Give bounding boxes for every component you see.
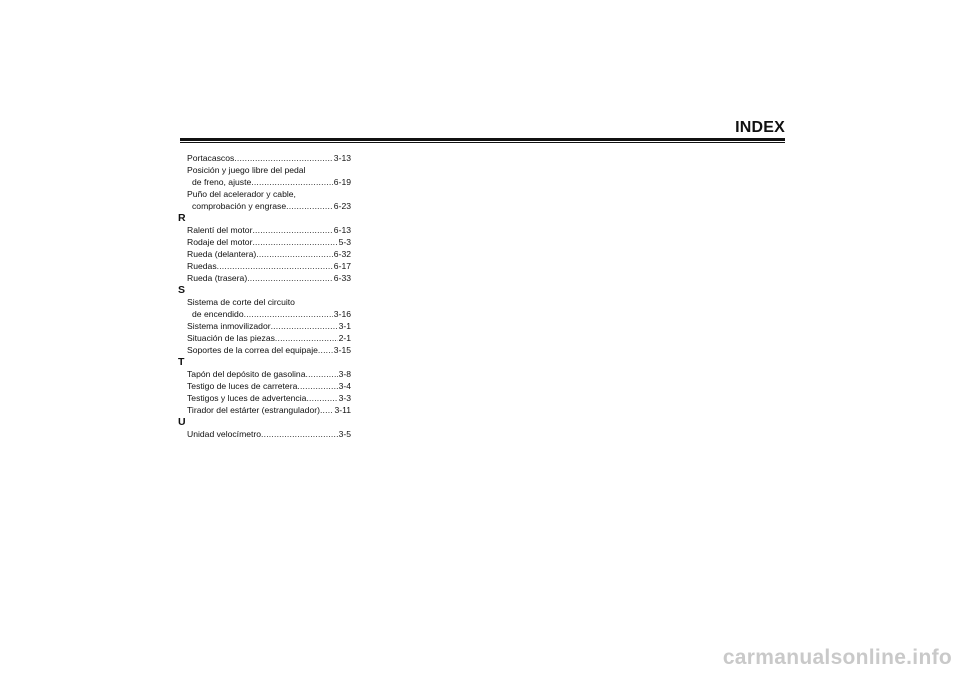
entry-page: 5-3 xyxy=(338,237,351,247)
index-entry xyxy=(177,428,351,440)
entry-label: Sistema inmovilizador xyxy=(187,321,271,331)
dot-leader xyxy=(244,308,333,320)
entry-label: Rueda (delantera) xyxy=(187,249,257,259)
dot-leader xyxy=(318,344,333,356)
dot-leader xyxy=(217,260,333,272)
entry-label: Testigos y luces de advertencia xyxy=(187,393,307,403)
index-entry xyxy=(177,344,351,356)
dot-leader xyxy=(275,332,338,344)
header-rule-thin xyxy=(180,142,785,143)
index-entry xyxy=(177,152,351,164)
dot-leader xyxy=(271,320,338,332)
entry-page: 3-13 xyxy=(333,153,351,163)
entry-page: 3-4 xyxy=(338,381,351,391)
entry-page: 3-5 xyxy=(338,429,351,439)
entry-label: Soportes de la correa del equipaje xyxy=(187,345,318,355)
entry-page: 3-3 xyxy=(338,393,351,403)
index-entry xyxy=(177,260,351,272)
entry-page: 6-17 xyxy=(333,261,351,271)
dot-leader xyxy=(251,176,333,188)
dot-leader xyxy=(320,404,333,416)
entry-label: de freno, ajuste xyxy=(192,177,252,187)
index-entry xyxy=(177,380,351,392)
entry-label: Ralentí del motor xyxy=(187,225,253,235)
entry-label: Rueda (trasera) xyxy=(187,273,248,283)
watermark: carmanualsonline.info xyxy=(722,646,952,669)
section-letter-s: S xyxy=(178,284,186,296)
entry-first-line: Posición y juego libre del pedal xyxy=(187,165,306,175)
dot-leader xyxy=(252,236,337,248)
entry-page: 6-13 xyxy=(333,225,351,235)
dot-leader xyxy=(252,224,332,236)
index-entry xyxy=(177,320,351,332)
entry-page: 3-16 xyxy=(333,309,351,319)
index-entry xyxy=(177,392,351,404)
index-entry xyxy=(177,176,351,188)
entry-label: Rodaje del motor xyxy=(187,237,253,247)
section-letter-u: U xyxy=(178,416,186,428)
entry-page: 3-11 xyxy=(334,405,351,415)
entry-label: de encendido xyxy=(192,309,244,319)
entry-page: 3-8 xyxy=(338,369,351,379)
index-entry xyxy=(177,200,351,212)
index-entry xyxy=(177,308,351,320)
dot-leader xyxy=(256,248,333,260)
dot-leader xyxy=(234,152,333,164)
page-title: INDEX xyxy=(735,119,785,136)
entry-page: 6-33 xyxy=(333,273,351,283)
entry-first-line: Puño del acelerador y cable, xyxy=(187,189,296,199)
entry-label: Ruedas xyxy=(187,261,217,271)
entry-page: 2-1 xyxy=(338,333,351,343)
entry-page: 3-15 xyxy=(333,345,351,355)
index-column xyxy=(177,152,351,440)
index-entry xyxy=(177,404,351,416)
index-entry xyxy=(177,224,351,236)
index-entry xyxy=(177,368,351,380)
entry-label: Portacascos xyxy=(187,153,235,163)
entry-label: Situación de las piezas xyxy=(187,333,275,343)
index-entry xyxy=(177,332,351,344)
entry-page: 3-1 xyxy=(338,321,351,331)
section-letter-t: T xyxy=(178,356,185,368)
entry-label: Tapón del depósito de gasolina xyxy=(187,369,306,379)
dot-leader xyxy=(261,428,338,440)
index-entry xyxy=(177,248,351,260)
entry-page: 6-19 xyxy=(333,177,351,187)
entry-label: Tirador del estárter (estrangulador) xyxy=(187,405,320,415)
section-letter-r: R xyxy=(178,212,186,224)
entry-label: Testigo de luces de carretera xyxy=(187,381,298,391)
index-entry xyxy=(177,236,351,248)
dot-leader xyxy=(286,200,333,212)
entry-page: 6-23 xyxy=(333,201,351,211)
entry-page: 6-32 xyxy=(333,249,351,259)
dot-leader xyxy=(247,272,333,284)
dot-leader xyxy=(306,368,338,380)
index-entry xyxy=(177,272,351,284)
dot-leader xyxy=(306,392,337,404)
dot-leader xyxy=(297,380,337,392)
entry-first-line: Sistema de corte del circuito xyxy=(187,297,295,307)
entry-label: comprobación y engrase xyxy=(192,201,287,211)
entry-label: Unidad velocímetro xyxy=(187,429,262,439)
header-rule-thick xyxy=(180,138,785,141)
